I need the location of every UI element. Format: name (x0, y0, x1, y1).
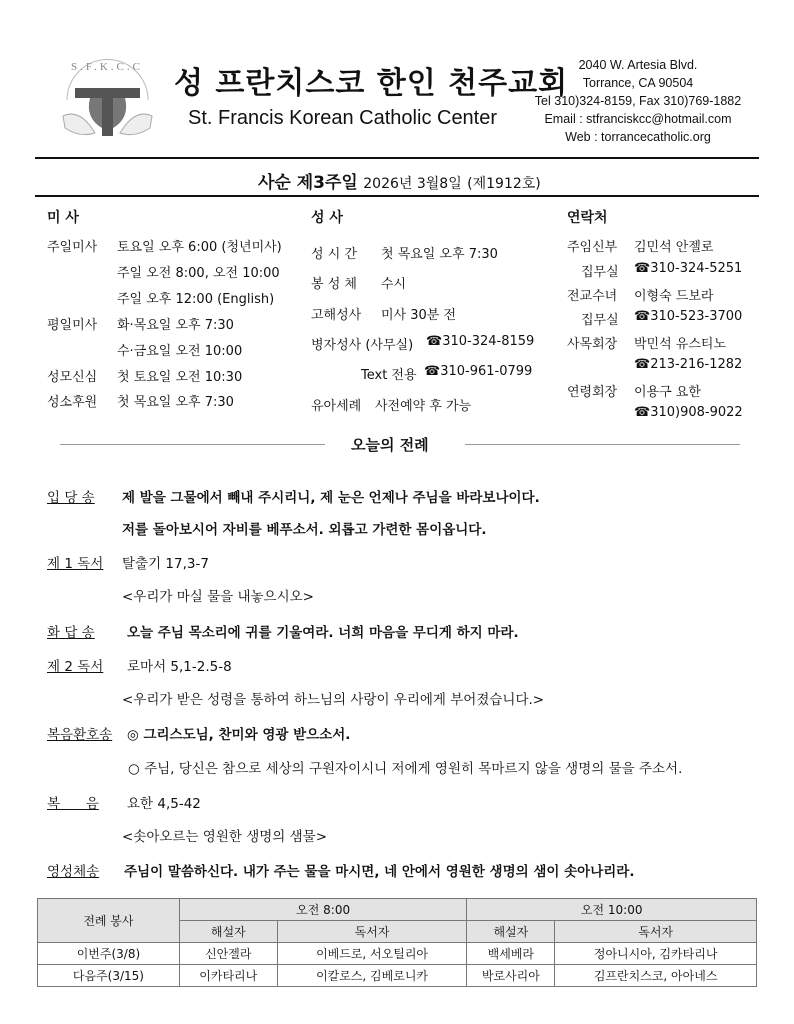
issue-rule (35, 195, 759, 197)
contact-label: 사목회장 (567, 337, 618, 352)
entrance-antiphon-cont: 저를 돌아보시어 자비를 베푸소서. 외롭고 가련한 몸이옵니다. (122, 522, 487, 538)
lector-cell: 김프란치스코, 아아네스 (555, 965, 757, 987)
commentator-cell: 박로사리아 (467, 965, 555, 987)
contact-heading: 연락처 (567, 210, 608, 226)
mass-value: 화·목요일 오후 7:30 (117, 318, 234, 333)
contact-value: ☎310-523-3700 (634, 309, 743, 324)
psalm-label: 화 답 송 (47, 625, 95, 641)
responsorial-psalm: 오늘 주님 목소리에 귀를 기울여라. 너희 마음을 무디게 하지 마라. (127, 625, 519, 641)
week-cell: 이번주(3/8) (38, 943, 180, 965)
parish-logo (55, 48, 160, 148)
liturgy-heading: 오늘의 전례 (351, 436, 429, 454)
service-header: 전례 봉사 (38, 899, 180, 943)
lector-header: 독서자 (555, 921, 757, 943)
gospel-reference: 요한 4,5-42 (127, 796, 201, 812)
mass-label: 성소후원 (47, 395, 98, 410)
sacrament-label: 봉 성 체 (311, 277, 357, 292)
divider-right (465, 444, 740, 445)
lector-cell: 정아니시아, 김카타리나 (555, 943, 757, 965)
contact-value: 박민석 유스티노 (634, 337, 727, 352)
contact-value: 이형숙 드보라 (634, 289, 714, 304)
svg-text:+: + (118, 121, 125, 130)
contact-value: ☎310-324-5251 (634, 261, 743, 276)
sacrament-heading: 성 사 (311, 210, 343, 226)
mass-label: 평일미사 (47, 318, 98, 333)
lector-header: 독서자 (277, 921, 467, 943)
reading2-reference: 로마서 5,1-2.5-8 (127, 659, 232, 675)
gospel-acclamation: ◎ 그리스도님, 찬미와 영광 받으소서. (127, 727, 351, 743)
contact-label: 전교수녀 (567, 289, 618, 304)
commentator-header: 해설자 (179, 921, 277, 943)
lector-cell: 이베드로, 서오틸리아 (277, 943, 467, 965)
commentator-header: 해설자 (467, 921, 555, 943)
lector-cell: 이칼로스, 김베로니카 (277, 965, 467, 987)
header-rule (35, 157, 759, 159)
mass-label: 주일미사 (47, 240, 98, 255)
mass2-header: 오전 10:00 (467, 899, 757, 921)
gospel-acclamation-verse: ○ 주님, 당신은 참으로 세상의 구원자이시니 저에게 영원히 목마르지 않을 생명의 물을 주소서. (128, 761, 683, 777)
mass-value: 주일 오전 8:00, 오전 10:00 (117, 266, 280, 281)
sacrament-label: Text 전용 (361, 368, 417, 383)
gospel-label: 복 음 (47, 796, 99, 812)
issue-title: 사순 제3주일 (258, 173, 358, 193)
parish-address: 2040 W. Artesia Blvd. Torrance, CA 90504 Tel 310)324-8159, Fax 310)769-1882 Email : stfranciskcc@hotmail.com Web : torrancecatholic.org (534, 58, 742, 144)
reading2-subtitle: <우리가 받은 성령을 통하여 하느님의 사랑이 우리에게 부어졌습니다.> (122, 692, 545, 708)
table-row (38, 943, 757, 965)
contact-value: ☎310)908-9022 (634, 405, 743, 420)
mass-heading: 미 사 (47, 210, 79, 226)
mass-value: 주일 오후 12:00 (English) (117, 292, 275, 307)
issue-number: (제1912호) (467, 176, 541, 192)
divider-left (60, 444, 325, 445)
parish-title-english: St. Francis Korean Catholic Center (188, 107, 498, 129)
sacrament-value: 첫 목요일 오후 7:30 (381, 247, 498, 262)
parish-title-korean: 성 프란치스코 한인 천주교회 (174, 66, 569, 101)
sacrament-value: 미사 30분 전 (381, 308, 457, 323)
acclamation-label: 복음환호송 (47, 727, 113, 743)
ministry-schedule-table (37, 898, 757, 987)
mass-value: 수·금요일 오전 10:00 (117, 344, 243, 359)
sacrament-value: 사전예약 후 가능 (375, 399, 472, 414)
mass-label: 성모신심 (47, 370, 98, 385)
table-row (38, 965, 757, 987)
contact-value: 이용구 요한 (634, 385, 701, 400)
commentator-cell: 신안젤라 (179, 943, 277, 965)
mass-value: 첫 목요일 오후 7:30 (117, 395, 234, 410)
communion-antiphon: 주님이 말씀하신다. 내가 주는 물을 마시면, 네 안에서 영원한 생명의 샘이 솟아나리라. (124, 864, 635, 880)
sacrament-label: 병자성사 (사무실) (311, 338, 414, 353)
contact-value: 김민석 안젤로 (634, 240, 714, 255)
communion-label: 영성체송 (47, 864, 100, 880)
reading2-label: 제 2 독서 (47, 659, 104, 675)
svg-text:+: + (91, 121, 98, 130)
sacrament-label: 성 시 간 (311, 247, 357, 262)
sacrament-value: ☎310-324-8159 (426, 334, 535, 349)
sacrament-label: 유아세례 (311, 399, 362, 414)
reading1-subtitle: <우리가 마실 물을 내놓으시오> (122, 589, 314, 605)
contact-value: ☎213-216-1282 (634, 357, 743, 372)
gospel-subtitle: <솟아오르는 영원한 생명의 샘물> (122, 829, 328, 845)
contact-label: 연령회장 (567, 385, 618, 400)
contact-label: 주임신부 (567, 240, 618, 255)
sacrament-value: ☎310-961-0799 (424, 364, 533, 379)
reading1-reference: 탈출기 17,3-7 (122, 556, 209, 572)
issue-line (258, 168, 541, 193)
commentator-cell: 백세베라 (467, 943, 555, 965)
mass-value: 토요일 오후 6:00 (청년미사) (117, 240, 282, 255)
mass1-header: 오전 8:00 (179, 899, 467, 921)
sacrament-label: 고해성사 (311, 308, 362, 323)
entrance-label: 입 당 송 (47, 490, 95, 506)
reading1-label: 제 1 독서 (47, 556, 104, 572)
commentator-cell: 이카타리나 (179, 965, 277, 987)
issue-date: 2026년 3월8일 (363, 176, 462, 192)
sacrament-value: 수시 (381, 277, 407, 292)
svg-text:S.F.K.C.C: S.F.K.C.C (71, 61, 143, 73)
entrance-antiphon: 제 발을 그물에서 빼내 주시리니, 제 눈은 언제나 주님을 바라보나이다. (122, 490, 540, 506)
mass-value: 첫 토요일 오전 10:30 (117, 370, 243, 385)
week-cell: 다음주(3/15) (38, 965, 180, 987)
contact-label: 집무실 (581, 265, 619, 280)
contact-label: 집무실 (581, 313, 619, 328)
